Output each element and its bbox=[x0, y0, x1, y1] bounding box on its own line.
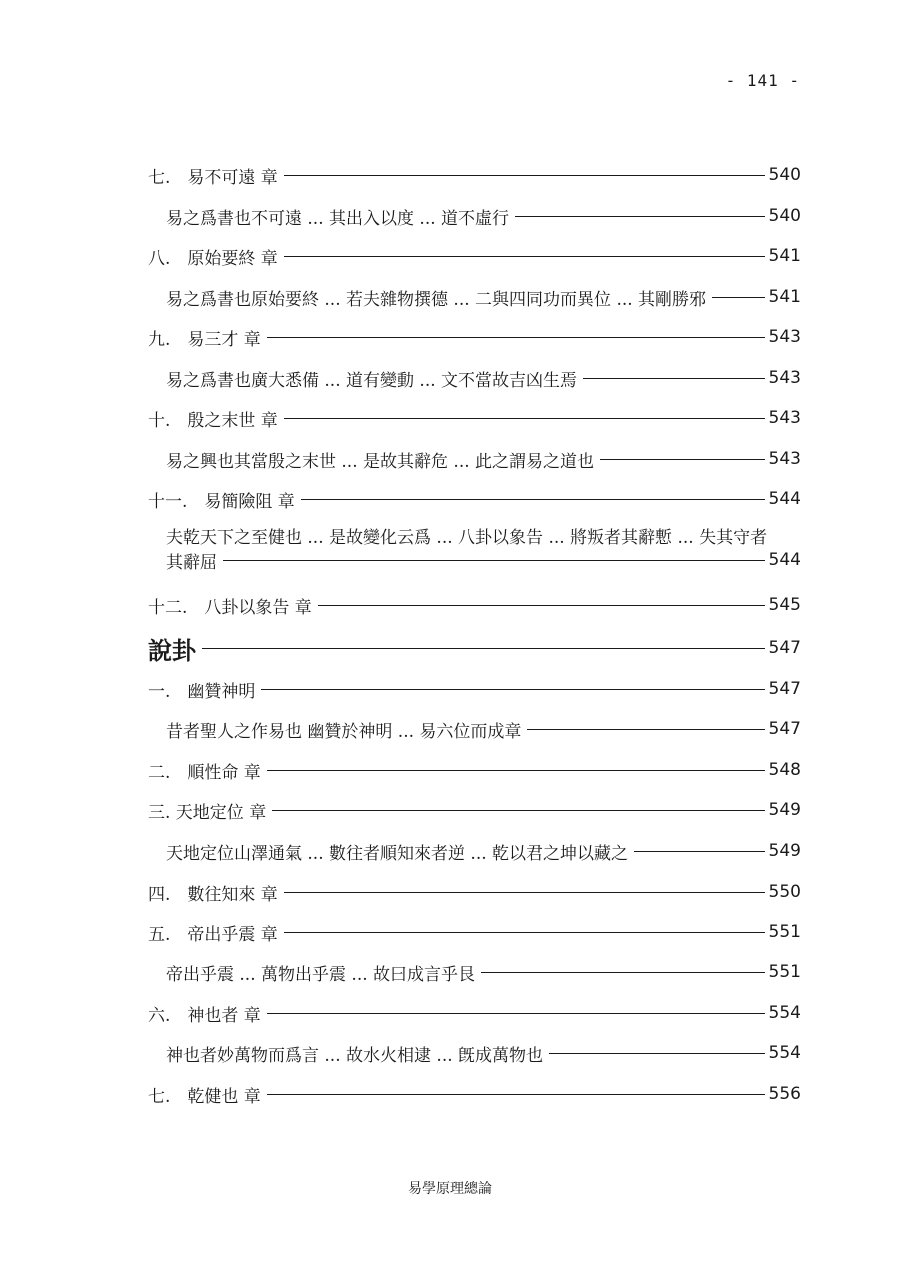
footer-book-title: 易學原理總論 bbox=[408, 1181, 492, 1197]
leader-line bbox=[481, 972, 765, 973]
toc-page-number: 545 bbox=[768, 595, 801, 615]
toc-page-number: 547 bbox=[768, 679, 801, 699]
toc-section-title: 說卦 bbox=[148, 635, 196, 665]
toc-label: 七. 易不可遠 章 bbox=[148, 167, 278, 188]
leader-line bbox=[284, 892, 765, 893]
toc-page-number: 543 bbox=[768, 327, 801, 347]
leader-line bbox=[301, 499, 765, 500]
toc-label: 帝出乎震 ... 萬物出乎震 ... 故曰成言乎艮 bbox=[166, 964, 476, 985]
leader-line bbox=[267, 1013, 765, 1014]
toc-label-line2-row bbox=[148, 549, 801, 571]
toc-chapter-row bbox=[148, 241, 801, 271]
leader-line bbox=[284, 418, 765, 419]
leader-line bbox=[284, 932, 765, 933]
toc-label: 九. 易三才 章 bbox=[148, 329, 261, 350]
toc-page-number: 549 bbox=[768, 841, 801, 861]
toc-page-number: 556 bbox=[768, 1084, 801, 1104]
leader-line bbox=[527, 729, 764, 730]
toc-label: 易之興也其當殷之末世 ... 是故其辭危 ... 此之謂易之道也 bbox=[166, 451, 595, 472]
leader-line bbox=[223, 560, 765, 561]
toc-label: 五. 帝出乎震 章 bbox=[148, 924, 278, 945]
toc-chapter-row bbox=[148, 1079, 801, 1109]
toc-label: 三. 天地定位 章 bbox=[148, 802, 267, 823]
toc-label: 十. 殷之末世 章 bbox=[148, 410, 278, 431]
leader-line bbox=[272, 810, 764, 811]
leader-line bbox=[583, 378, 765, 379]
toc-page-number: 540 bbox=[768, 165, 801, 185]
toc-subentry-row bbox=[148, 201, 801, 231]
leader-line bbox=[549, 1053, 765, 1054]
toc-label: 六. 神也者 章 bbox=[148, 1005, 261, 1026]
toc-label: 易之爲書也原始要終 ... 若夫雜物撰德 ... 二與四同功而異位 ... 其剛勝邪 bbox=[166, 289, 707, 310]
toc-page-number: 547 bbox=[768, 719, 801, 739]
toc-page-number: 549 bbox=[768, 800, 801, 820]
toc-subentry-row bbox=[148, 1038, 801, 1068]
toc-chapter-row bbox=[148, 998, 801, 1028]
toc-page-number: 541 bbox=[768, 287, 801, 307]
toc-chapter-row bbox=[148, 403, 801, 433]
toc-page-number: 550 bbox=[768, 882, 801, 902]
toc-page-number: 554 bbox=[768, 1043, 801, 1063]
toc-page-number: 544 bbox=[768, 489, 801, 509]
toc-chapter-row bbox=[148, 917, 801, 947]
toc-label: 十二. 八卦以象告 章 bbox=[148, 597, 312, 618]
toc-section-row bbox=[148, 633, 801, 663]
toc-label: 昔者聖人之作易也 幽贊於神明 ... 易六位而成章 bbox=[166, 721, 522, 742]
toc-page-number: 544 bbox=[768, 550, 801, 570]
leader-line bbox=[634, 851, 765, 852]
toc-chapter-row bbox=[148, 484, 801, 514]
leader-line bbox=[267, 337, 765, 338]
toc-chapter-row bbox=[148, 590, 801, 620]
leader-line bbox=[712, 297, 764, 298]
toc-label: 易之爲書也不可遠 ... 其出入以度 ... 道不虛行 bbox=[166, 208, 510, 229]
toc-page-number: 543 bbox=[768, 408, 801, 428]
toc-subentry-row bbox=[148, 714, 801, 744]
toc-chapter-row bbox=[148, 322, 801, 352]
toc-label: 八. 原始要終 章 bbox=[148, 248, 278, 269]
toc-page-number: 554 bbox=[768, 1003, 801, 1023]
leader-line bbox=[600, 459, 765, 460]
leader-line bbox=[284, 256, 765, 257]
toc-page-number: 551 bbox=[768, 922, 801, 942]
toc-subentry-row bbox=[148, 957, 801, 987]
toc-label-line2: 其辭屈 bbox=[166, 552, 217, 573]
leader-line bbox=[267, 1094, 765, 1095]
toc-subentry-row bbox=[148, 444, 801, 474]
toc-chapter-row bbox=[148, 755, 801, 785]
toc-subentry-row bbox=[148, 282, 801, 312]
toc-label: 七. 乾健也 章 bbox=[148, 1086, 261, 1107]
toc-label: 一. 幽贊神明 bbox=[148, 681, 256, 702]
toc-page-number: 551 bbox=[768, 962, 801, 982]
leader-line bbox=[202, 648, 765, 649]
toc-label: 神也者妙萬物而爲言 ... 故水火相逮 ... 旣成萬物也 bbox=[166, 1045, 544, 1066]
toc-label: 十一. 易簡險阻 章 bbox=[148, 491, 295, 512]
toc-page-number: 547 bbox=[768, 638, 801, 658]
toc-page-number: 548 bbox=[768, 760, 801, 780]
toc-subentry-row bbox=[148, 836, 801, 866]
leader-line bbox=[261, 689, 764, 690]
toc-page-number: 543 bbox=[768, 368, 801, 388]
toc-subentry-multiline bbox=[148, 527, 801, 571]
toc-page-number: 541 bbox=[768, 246, 801, 266]
toc-label: 天地定位山澤通氣 ... 數往者順知來者逆 ... 乾以君之坤以藏之 bbox=[166, 843, 629, 864]
toc-label: 四. 數往知來 章 bbox=[148, 884, 278, 905]
toc-label: 易之爲書也廣大悉備 ... 道有變動 ... 文不當故吉凶生焉 bbox=[166, 370, 578, 391]
leader-line bbox=[284, 175, 765, 176]
toc-chapter-row bbox=[148, 160, 801, 190]
toc-chapter-row bbox=[148, 795, 801, 825]
leader-line bbox=[318, 605, 765, 606]
toc-subentry-row bbox=[148, 363, 801, 393]
toc-label-line1: 夫乾天下之至健也 ... 是故變化云爲 ... 八卦以象告 ... 將叛者其辭慙 ... 失其守者 bbox=[166, 528, 768, 548]
page-number: - 141 - bbox=[725, 71, 800, 90]
leader-line bbox=[515, 216, 765, 217]
toc-page-number: 540 bbox=[768, 206, 801, 226]
toc-label: 二. 順性命 章 bbox=[148, 762, 261, 783]
toc-chapter-row bbox=[148, 674, 801, 704]
leader-line bbox=[267, 770, 765, 771]
toc-chapter-row bbox=[148, 877, 801, 907]
toc-page-number: 543 bbox=[768, 449, 801, 469]
